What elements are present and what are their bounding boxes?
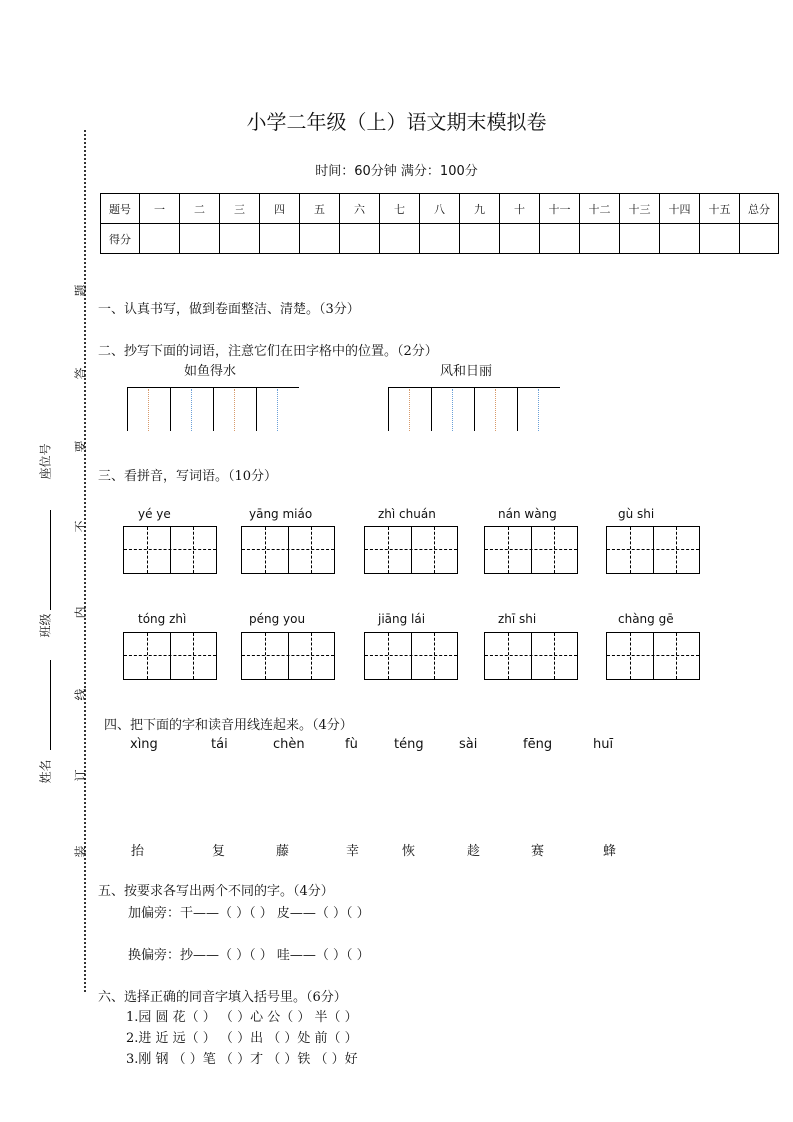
question-number: 总分 bbox=[740, 194, 779, 224]
cell-divider bbox=[411, 633, 412, 679]
cell-guide bbox=[242, 549, 334, 550]
class-blank[interactable] bbox=[50, 510, 51, 610]
question-number: 四 bbox=[260, 194, 300, 224]
match-character[interactable]: 复 bbox=[212, 844, 226, 859]
score-cell[interactable] bbox=[220, 224, 260, 254]
score-table-header-row bbox=[101, 194, 779, 224]
score-cell[interactable] bbox=[580, 224, 620, 254]
grid-cell-border bbox=[127, 387, 128, 431]
question-number: 三 bbox=[220, 194, 260, 224]
pinyin-label: péng you bbox=[249, 612, 306, 626]
binding-word: 题 bbox=[73, 284, 88, 297]
binding-word: 装 bbox=[73, 845, 88, 858]
cell-guide bbox=[193, 527, 194, 573]
cell-guide bbox=[434, 527, 435, 573]
grid-center-guide bbox=[409, 389, 410, 431]
class-label: 班级 bbox=[38, 613, 53, 638]
cell-guide bbox=[147, 527, 148, 573]
cell-guide bbox=[485, 655, 577, 656]
cell-guide bbox=[630, 633, 631, 679]
copy-word-1: 如鱼得水 bbox=[184, 364, 237, 379]
writing-grid[interactable] bbox=[241, 632, 335, 680]
question-number: 一 bbox=[140, 194, 180, 224]
cell-guide bbox=[508, 633, 509, 679]
writing-grid[interactable] bbox=[484, 526, 578, 574]
cell-guide bbox=[265, 633, 266, 679]
score-cell[interactable] bbox=[380, 224, 420, 254]
grid-center-guide bbox=[495, 389, 496, 431]
score-cell[interactable] bbox=[700, 224, 740, 254]
grid-cell-border bbox=[517, 387, 518, 431]
seat-number-label: 座位号 bbox=[38, 443, 53, 480]
match-pinyin[interactable]: xìng bbox=[130, 737, 158, 752]
cell-guide bbox=[485, 549, 577, 550]
question-2: 二、抄写下面的词语，注意它们在田字格中的位置。（2分） bbox=[98, 344, 438, 359]
question-3: 三、看拼音，写词语。（10分） bbox=[98, 469, 278, 484]
cell-divider bbox=[288, 633, 289, 679]
binding-word: 内 bbox=[73, 606, 88, 619]
cell-guide bbox=[242, 655, 334, 656]
cell-guide bbox=[311, 633, 312, 679]
grid-center-guide bbox=[148, 389, 149, 431]
score-label: 得分 bbox=[101, 224, 140, 254]
q5-line-1[interactable]: 加偏旁：干——（ ）（ ） 皮——（ ）（ ） bbox=[128, 906, 370, 921]
copy-word-2: 风和日丽 bbox=[440, 364, 493, 379]
q6-line-1[interactable]: 1.园 圆 花（ ） （ ）心 公（ ） 半（ ） bbox=[126, 1010, 358, 1025]
cell-guide bbox=[365, 549, 457, 550]
cell-guide bbox=[388, 527, 389, 573]
match-pinyin[interactable]: fù bbox=[345, 737, 358, 752]
grid-center-guide bbox=[234, 389, 235, 431]
grid-center-guide bbox=[277, 389, 278, 431]
match-pinyin[interactable]: tái bbox=[211, 737, 228, 752]
writing-grid[interactable] bbox=[123, 632, 217, 680]
match-character[interactable]: 恢 bbox=[402, 844, 416, 859]
writing-grid[interactable] bbox=[364, 632, 458, 680]
cell-guide bbox=[554, 527, 555, 573]
cell-divider bbox=[531, 633, 532, 679]
writing-grid[interactable] bbox=[606, 632, 700, 680]
pinyin-label: jiāng lái bbox=[378, 612, 426, 626]
question-number: 十四 bbox=[660, 194, 700, 224]
binding-word: 不 bbox=[73, 520, 88, 533]
header-label: 题号 bbox=[101, 194, 140, 224]
score-cell[interactable] bbox=[260, 224, 300, 254]
match-character[interactable]: 蜂 bbox=[603, 844, 617, 859]
question-number: 十三 bbox=[620, 194, 660, 224]
cell-guide bbox=[124, 549, 216, 550]
cell-divider bbox=[288, 527, 289, 573]
grid-cell-border bbox=[170, 387, 171, 431]
pinyin-label: yāng miáo bbox=[249, 507, 313, 521]
score-cell[interactable] bbox=[540, 224, 580, 254]
score-table-score-row bbox=[101, 224, 779, 254]
cell-guide bbox=[607, 549, 699, 550]
grid-cell-border bbox=[431, 387, 432, 431]
q6-line-3[interactable]: 3.刚 钢 （ ）笔 （ ）才 （ ）铁 （ ）好 bbox=[126, 1052, 358, 1067]
score-cell[interactable] bbox=[460, 224, 500, 254]
pinyin-label: gù shi bbox=[618, 507, 655, 521]
cell-guide bbox=[124, 655, 216, 656]
score-cell[interactable] bbox=[420, 224, 460, 254]
match-pinyin[interactable]: sài bbox=[459, 737, 478, 752]
grid-cell-border bbox=[474, 387, 475, 431]
cell-divider bbox=[653, 527, 654, 573]
score-cell[interactable] bbox=[140, 224, 180, 254]
writing-grid[interactable] bbox=[123, 526, 217, 574]
match-character[interactable]: 赛 bbox=[531, 844, 545, 859]
match-character[interactable]: 趁 bbox=[467, 844, 481, 859]
cell-divider bbox=[531, 527, 532, 573]
score-cell[interactable] bbox=[180, 224, 220, 254]
score-cell[interactable] bbox=[660, 224, 700, 254]
writing-grid[interactable] bbox=[484, 632, 578, 680]
cell-guide bbox=[676, 527, 677, 573]
grid-cell-border bbox=[388, 387, 389, 431]
match-character[interactable]: 抬 bbox=[131, 844, 145, 859]
binding-word: 订 bbox=[73, 769, 88, 782]
cell-guide bbox=[265, 527, 266, 573]
cell-guide bbox=[630, 527, 631, 573]
match-pinyin[interactable]: fēng bbox=[523, 737, 553, 752]
question-number: 十二 bbox=[580, 194, 620, 224]
cell-divider bbox=[653, 633, 654, 679]
question-number: 七 bbox=[380, 194, 420, 224]
question-number: 五 bbox=[300, 194, 340, 224]
score-cell[interactable] bbox=[340, 224, 380, 254]
cell-divider bbox=[411, 527, 412, 573]
cell-guide bbox=[676, 633, 677, 679]
grid-cell-border bbox=[213, 387, 214, 431]
q5-line-2[interactable]: 换偏旁：抄——（ ）（ ） 哇——（ ）（ ） bbox=[128, 948, 370, 963]
question-number: 十一 bbox=[540, 194, 580, 224]
binding-dotted-line bbox=[84, 130, 86, 992]
score-cell[interactable] bbox=[740, 224, 779, 254]
binding-word: 要 bbox=[73, 440, 88, 453]
question-number: 十 bbox=[500, 194, 540, 224]
question-number: 八 bbox=[420, 194, 460, 224]
cell-guide bbox=[147, 633, 148, 679]
binding-word: 答 bbox=[73, 367, 88, 380]
grid-cell-border bbox=[256, 387, 257, 431]
score-cell[interactable] bbox=[500, 224, 540, 254]
cell-guide bbox=[193, 633, 194, 679]
q6-line-2[interactable]: 2.进 近 远（ ） （ ）出 （ ）处 前（ ） bbox=[126, 1031, 358, 1046]
page-title: 小学二年级（上）语文期末模拟卷 bbox=[246, 110, 547, 134]
score-cell[interactable] bbox=[300, 224, 340, 254]
question-number: 六 bbox=[340, 194, 380, 224]
binding-word: 线 bbox=[73, 688, 88, 701]
cell-guide bbox=[508, 527, 509, 573]
question-4: 四、把下面的字和读音用线连起来。（4分） bbox=[104, 718, 353, 733]
question-number: 九 bbox=[460, 194, 500, 224]
name-blank[interactable] bbox=[50, 660, 51, 750]
cell-guide bbox=[365, 655, 457, 656]
question-number: 二 bbox=[180, 194, 220, 224]
cell-guide bbox=[554, 633, 555, 679]
question-5: 五、按要求各写出两个不同的字。（4分） bbox=[98, 884, 334, 899]
grid-center-guide bbox=[538, 389, 539, 431]
cell-divider bbox=[170, 633, 171, 679]
match-character[interactable]: 藤 bbox=[276, 844, 290, 859]
cell-guide bbox=[607, 655, 699, 656]
pinyin-label: chàng gē bbox=[618, 612, 674, 626]
question-number: 十五 bbox=[700, 194, 740, 224]
score-cell[interactable] bbox=[620, 224, 660, 254]
grid-center-guide bbox=[191, 389, 192, 431]
match-pinyin[interactable]: chèn bbox=[273, 737, 305, 752]
match-pinyin[interactable]: téng bbox=[394, 737, 424, 752]
grid-center-guide bbox=[452, 389, 453, 431]
question-1: 一、认真书写，做到卷面整洁、清楚。（3分） bbox=[98, 302, 360, 317]
pinyin-label: yé ye bbox=[138, 507, 171, 521]
writing-grid[interactable] bbox=[241, 526, 335, 574]
pinyin-label: tóng zhì bbox=[138, 612, 187, 626]
score-table bbox=[100, 193, 779, 254]
cell-divider bbox=[170, 527, 171, 573]
writing-grid[interactable] bbox=[606, 526, 700, 574]
pinyin-label: zhī shi bbox=[498, 612, 537, 626]
cell-guide bbox=[434, 633, 435, 679]
pinyin-label: nán wàng bbox=[498, 507, 557, 521]
pinyin-label: zhì chuán bbox=[378, 507, 436, 521]
exam-info: 时间：60分钟 满分：100分 bbox=[315, 164, 478, 179]
match-pinyin[interactable]: huī bbox=[593, 737, 614, 752]
writing-grid[interactable] bbox=[364, 526, 458, 574]
question-6: 六、选择正确的同音字填入括号里。（6分） bbox=[98, 990, 347, 1005]
name-label: 姓名 bbox=[38, 759, 53, 784]
cell-guide bbox=[388, 633, 389, 679]
match-character[interactable]: 幸 bbox=[346, 844, 360, 859]
cell-guide bbox=[311, 527, 312, 573]
